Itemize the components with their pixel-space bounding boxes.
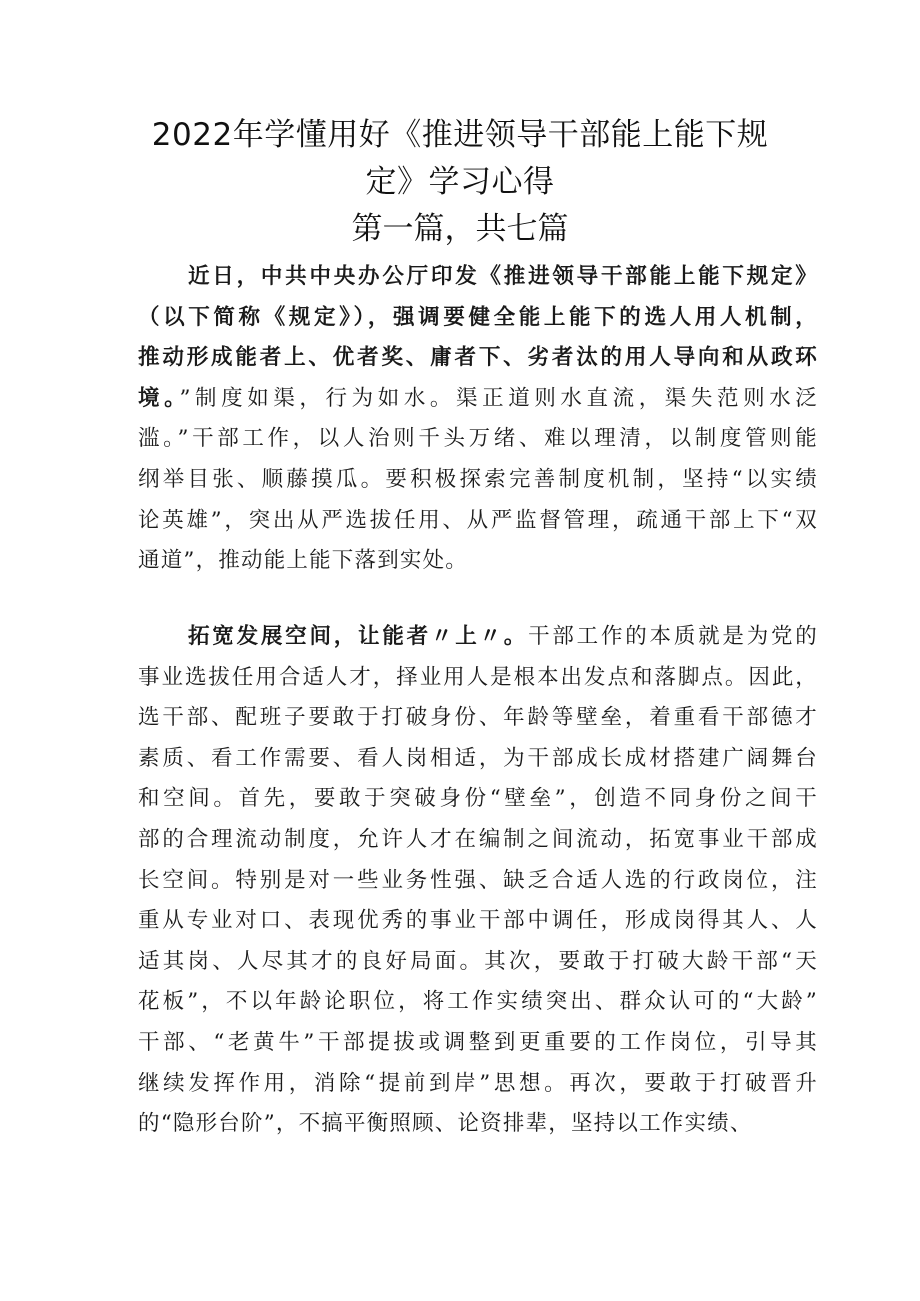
normal-text: 重从专业对口、表现优秀的事业干部中调任，形成岗得其人、人 (138, 908, 818, 934)
bold-text: 近日，中共中央办公厅印发《推进领导干部能上能下规定》 (188, 264, 818, 289)
bold-text: （以下简称《规定》），强调要健全能上能下的选人用人机制， (138, 304, 818, 330)
normal-text: 滥。”干部工作，以人治则千头万绪、难以理清，以制度管则能 (138, 426, 818, 452)
text-line (138, 460, 818, 501)
normal-text: 花板”，不以年龄论职位，将工作实绩突出、群众认可的“大龄” (138, 989, 818, 1015)
text-line (138, 698, 818, 739)
normal-text: 事业选拔任用合适人才，择业用人是根本出发点和落脚点。因此， (138, 664, 818, 690)
normal-text: 论英雄”，突出从严选拔任用、从严监督管理，疏通干部上下“双 (138, 507, 818, 533)
text-line (138, 982, 818, 1023)
text-line (138, 779, 818, 820)
document-title-line-1: 2022年学懂用好《推进领导干部能上能下规 (151, 117, 769, 153)
paragraph-2 (138, 617, 818, 1145)
text-line (138, 942, 818, 983)
normal-text: ”制度如渠，行为如水。渠正道则水直流，渠失范则水泛 (179, 385, 818, 411)
text-line (138, 901, 818, 942)
text-line (138, 658, 818, 699)
normal-text: 长空间。特别是对一些业务性强、缺乏合适人选的行政岗位，注 (138, 867, 818, 893)
text-line (138, 338, 818, 379)
text-line (138, 501, 818, 542)
document-title-line-2: 定》学习心得 (365, 164, 555, 200)
text-line (138, 541, 818, 582)
normal-text: 通道”，推动能上能下落到实处。 (138, 548, 468, 574)
normal-text: 选干部、配班子要敢于打破身份、年龄等壁垒，着重看干部德才 (138, 705, 818, 731)
normal-text: 继续发挥作用，消除“提前到岸”思想。再次，要敢于打破晋升 (138, 1070, 818, 1096)
text-line (138, 1064, 818, 1105)
normal-text: 适其岗、人尽其才的良好局面。其次，要敢于打破大龄干部“天 (138, 948, 818, 974)
normal-text: 素质、看工作需要、看人岗相适，为干部成长成材搭建广阔舞台 (138, 745, 818, 771)
bold-text: 拓宽发展空间，让能者〃上〃。 (188, 624, 529, 649)
normal-text: 的“隐形台阶”，不搞平衡照顾、论资排辈，坚持以工作实绩、 (138, 1111, 753, 1137)
text-line (138, 861, 818, 902)
text-line (138, 617, 818, 658)
document-subtitle: 第一篇，共七篇 (351, 211, 569, 247)
paragraph-1 (138, 257, 818, 582)
normal-text: 和空间。首先，要敢于突破身份“壁垒”，创造不同身份之间干 (138, 786, 818, 812)
text-line (138, 379, 818, 420)
text-line (138, 1104, 818, 1145)
text-line (138, 1023, 818, 1064)
text-line (138, 739, 818, 780)
bold-text: 推动形成能者上、优者奖、庸者下、劣者汰的用人导向和从政环 (138, 345, 818, 371)
normal-text: 部的合理流动制度，允许人才在编制之间流动，拓宽事业干部成 (138, 826, 818, 852)
text-line (138, 257, 818, 298)
normal-text: 干部、“老黄牛”干部提拔或调整到更重要的工作岗位，引导其 (138, 1029, 818, 1055)
text-line (138, 298, 818, 339)
normal-text: 干部工作的本质就是为党的 (528, 624, 818, 649)
normal-text: 纲举目张、顺藤摸瓜。要积极探索完善制度机制，坚持“以实绩 (138, 466, 818, 492)
bold-text: 境。 (138, 385, 180, 411)
text-line (138, 419, 818, 460)
text-line (138, 820, 818, 861)
